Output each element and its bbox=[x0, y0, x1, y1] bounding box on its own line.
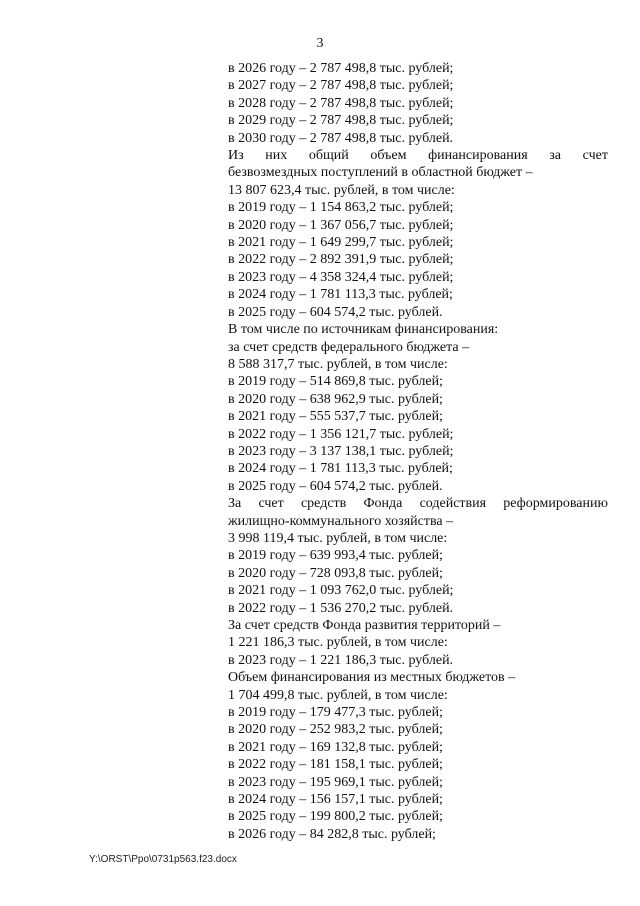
text-line: в 2025 году – 604 574,2 тыс. рублей. bbox=[228, 304, 443, 320]
text-line: жилищно-коммунального хозяйства – bbox=[228, 513, 454, 529]
text-line: за счет средств федерального бюджета – bbox=[228, 339, 470, 355]
text-line: 3 998 119,4 тыс. рублей, в том числе: bbox=[228, 530, 448, 546]
text-line: в 2019 году – 179 477,3 тыс. рублей; bbox=[228, 705, 443, 721]
text-line: В том числе по источникам финансирования: bbox=[228, 322, 499, 338]
text-line: в 2021 году – 1 093 762,0 тыс. рублей; bbox=[228, 583, 454, 599]
word: реформированию bbox=[503, 496, 608, 512]
text-line: в 2023 году – 195 969,1 тыс. рублей; bbox=[228, 774, 443, 790]
text-line: в 2022 году – 181 158,1 тыс. рублей; bbox=[228, 757, 443, 773]
text-line: в 2025 году – 199 800,2 тыс. рублей; bbox=[228, 809, 443, 825]
word: За bbox=[228, 496, 242, 512]
text-line: в 2020 году – 1 367 056,7 тыс. рублей; bbox=[228, 217, 454, 233]
text-line: в 2022 году – 1 536 270,2 тыс. рублей. bbox=[228, 600, 454, 616]
text-line: в 2020 году – 728 093,8 тыс. рублей; bbox=[228, 565, 443, 581]
document-body bbox=[228, 60, 608, 843]
text-line: в 2021 году – 1 649 299,7 тыс. рублей; bbox=[228, 235, 454, 251]
text-line: в 2030 году – 2 787 498,8 тыс. рублей. bbox=[228, 130, 454, 146]
file-path-footer: Y:\ORST\Ppo\0731p563.f23.docx bbox=[89, 854, 237, 865]
text-line: в 2019 году – 514 869,8 тыс. рублей; bbox=[228, 374, 443, 390]
text-line: 1 221 186,3 тыс. рублей, в том числе: bbox=[228, 635, 448, 651]
justified-text-line bbox=[228, 495, 608, 512]
text-line: Объем финансирования из местных бюджетов – bbox=[228, 670, 516, 686]
word: Из bbox=[228, 148, 244, 164]
text-line: в 2027 году – 2 787 498,8 тыс. рублей; bbox=[228, 78, 454, 94]
text-line: За счет средств Фонда развития территорий – bbox=[228, 618, 501, 633]
word: объем bbox=[370, 148, 407, 164]
word: содействия bbox=[419, 496, 487, 512]
text-line: в 2021 году – 555 537,7 тыс. рублей; bbox=[228, 409, 443, 425]
justified-text-line bbox=[228, 147, 608, 164]
word: общий bbox=[308, 148, 349, 164]
page-number: 3 bbox=[316, 36, 324, 51]
text-line: в 2020 году – 638 962,9 тыс. рублей; bbox=[228, 391, 443, 407]
word: за bbox=[549, 148, 562, 164]
word: Фонда bbox=[363, 496, 403, 512]
text-line: в 2023 году – 4 358 324,4 тыс. рублей; bbox=[228, 269, 454, 285]
word: счет bbox=[258, 496, 284, 512]
word: счет bbox=[582, 148, 608, 164]
text-line: в 2019 году – 639 993,4 тыс. рублей; bbox=[228, 548, 443, 564]
text-line: 1 704 499,8 тыс. рублей, в том числе: bbox=[228, 687, 448, 703]
text-line: в 2025 году – 604 574,2 тыс. рублей. bbox=[228, 478, 443, 494]
text-line: безвозмездных поступлений в областной бюджет – bbox=[228, 165, 533, 181]
word: финансирования bbox=[428, 148, 528, 164]
text-line: в 2019 году – 1 154 863,2 тыс. рублей; bbox=[228, 200, 454, 216]
text-line: в 2026 году – 84 282,8 тыс. рублей; bbox=[228, 826, 436, 842]
text-line: в 2020 году – 252 983,2 тыс. рублей; bbox=[228, 722, 443, 738]
text-line: в 2028 году – 2 787 498,8 тыс. рублей; bbox=[228, 95, 454, 111]
word: средств bbox=[300, 496, 347, 512]
text-line: в 2023 году – 1 221 186,3 тыс. рублей. bbox=[228, 652, 454, 668]
text-line: в 2021 году – 169 132,8 тыс. рублей; bbox=[228, 739, 443, 755]
text-line: 8 588 317,7 тыс. рублей, в том числе: bbox=[228, 356, 448, 372]
text-line: 13 807 623,4 тыс. рублей, в том числе: bbox=[228, 182, 455, 198]
text-line: в 2022 году – 2 892 391,9 тыс. рублей; bbox=[228, 252, 454, 268]
word: них bbox=[265, 148, 288, 164]
text-line: в 2024 году – 1 781 113,3 тыс. рублей; bbox=[228, 287, 453, 303]
text-line: в 2023 году – 3 137 138,1 тыс. рублей; bbox=[228, 443, 454, 459]
text-line: в 2024 году – 156 157,1 тыс. рублей; bbox=[228, 792, 443, 808]
text-line: в 2024 году – 1 781 113,3 тыс. рублей; bbox=[228, 461, 453, 477]
text-line: в 2022 году – 1 356 121,7 тыс. рублей; bbox=[228, 426, 454, 442]
text-line: в 2029 году – 2 787 498,8 тыс. рублей; bbox=[228, 113, 454, 129]
text-line: в 2026 году – 2 787 498,8 тыс. рублей; bbox=[228, 61, 454, 76]
